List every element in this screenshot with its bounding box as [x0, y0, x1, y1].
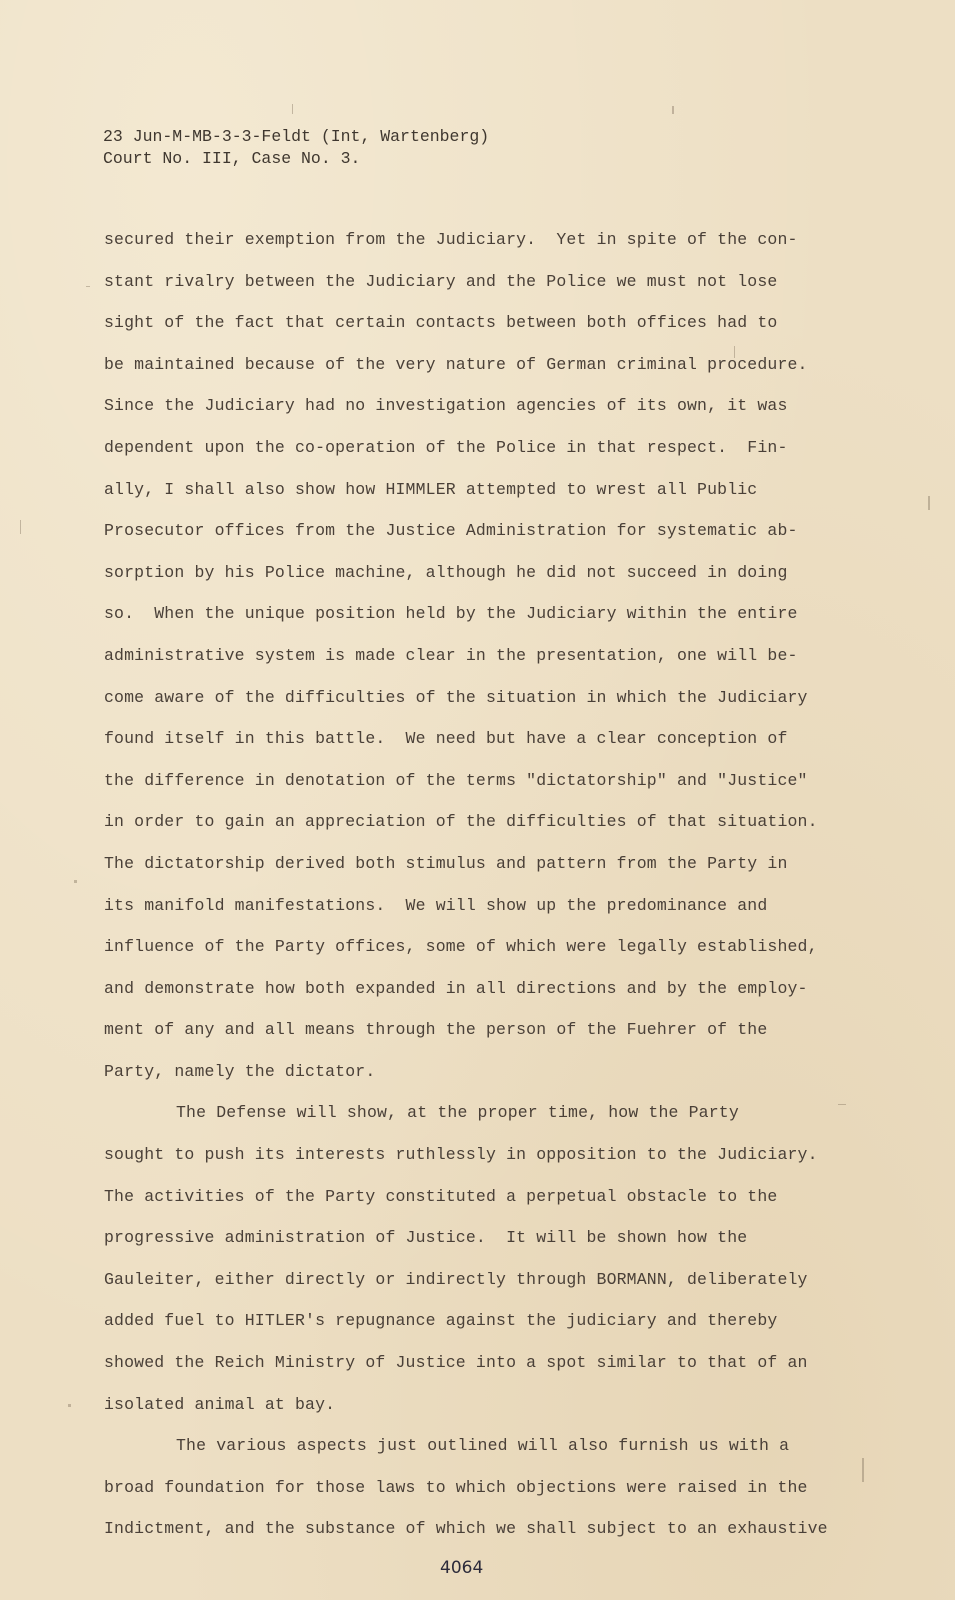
- paragraph-start-line: The Defense will show, at the proper time, how the Party: [176, 1103, 739, 1123]
- header-line-2: Court No. III, Case No. 3.: [103, 149, 361, 168]
- paper-speck: [838, 1104, 846, 1105]
- paper-speck: [20, 520, 21, 534]
- text-line: The dictatorship derived both stimulus and pattern from the Party in: [104, 853, 788, 873]
- text-line: dependent upon the co-operation of the Police in that respect. Fin-: [104, 437, 788, 457]
- paper-speck: [672, 106, 674, 114]
- paper-speck: [862, 1458, 864, 1482]
- text-line: its manifold manifestations. We will show up the predominance and: [104, 895, 768, 915]
- text-line: sorption by his Police machine, although he did not succeed in doing: [104, 562, 788, 582]
- text-line: Prosecutor offices from the Justice Administration for systematic ab-: [104, 521, 798, 541]
- text-line: stant rivalry between the Judiciary and the Police we must not lose: [104, 271, 778, 291]
- text-line: The activities of the Party constituted a perpetual obstacle to the: [104, 1186, 778, 1206]
- text-line: showed the Reich Ministry of Justice into a spot similar to that of an: [104, 1353, 808, 1373]
- case-header: [103, 126, 489, 170]
- paragraph-start-line: The various aspects just outlined will also furnish us with a: [176, 1436, 790, 1456]
- text-line: come aware of the difficulties of the situation in which the Judiciary: [104, 687, 808, 707]
- paper-speck: [68, 1404, 71, 1407]
- text-line: ment of any and all means through the person of the Fuehrer of the: [104, 1020, 768, 1040]
- text-line: in order to gain an appreciation of the difficulties of that situation.: [104, 812, 818, 832]
- text-line: so. When the unique position held by the Judiciary within the entire: [104, 604, 798, 624]
- text-line: found itself in this battle. We need but have a clear conception of: [104, 729, 788, 749]
- paper-speck: [86, 286, 90, 287]
- paper-speck: [292, 104, 293, 114]
- text-line: ally, I shall also show how HIMMLER attempted to wrest all Public: [104, 479, 758, 499]
- page-number: 4064: [440, 1558, 484, 1578]
- text-line: isolated animal at bay.: [104, 1394, 336, 1414]
- text-line: Since the Judiciary had no investigation agencies of its own, it was: [104, 396, 788, 416]
- paper-speck: [928, 496, 930, 510]
- text-line: sought to push its interests ruthlessly in opposition to the Judiciary.: [104, 1145, 818, 1165]
- text-line: Gauleiter, either directly or indirectly through BORMANN, deliberately: [104, 1269, 808, 1289]
- paper-speck: [74, 880, 77, 883]
- text-line: Indictment, and the substance of which we shall subject to an exhaustive: [104, 1519, 828, 1539]
- text-line: be maintained because of the very nature of German criminal procedure.: [104, 354, 808, 374]
- text-line: added fuel to HITLER's repugnance against the judiciary and thereby: [104, 1311, 778, 1331]
- text-line: sight of the fact that certain contacts between both offices had to: [104, 313, 778, 333]
- text-line: and demonstrate how both expanded in all directions and by the employ-: [104, 978, 808, 998]
- text-line: broad foundation for those laws to which objections were raised in the: [104, 1477, 808, 1497]
- text-line: influence of the Party offices, some of which were legally established,: [104, 937, 818, 957]
- text-line: secured their exemption from the Judiciary. Yet in spite of the con-: [104, 230, 798, 249]
- text-line: the difference in denotation of the terms "dictatorship" and "Justice": [104, 770, 808, 790]
- header-line-1: 23 Jun-M-MB-3-3-Feldt (Int, Wartenberg): [103, 127, 490, 146]
- text-line: administrative system is made clear in the presentation, one will be-: [104, 645, 798, 665]
- paper-speck: [734, 346, 735, 358]
- text-line: progressive administration of Justice. It will be shown how the: [104, 1228, 748, 1248]
- text-line: Party, namely the dictator.: [104, 1061, 376, 1081]
- transcript-body: [104, 226, 844, 1557]
